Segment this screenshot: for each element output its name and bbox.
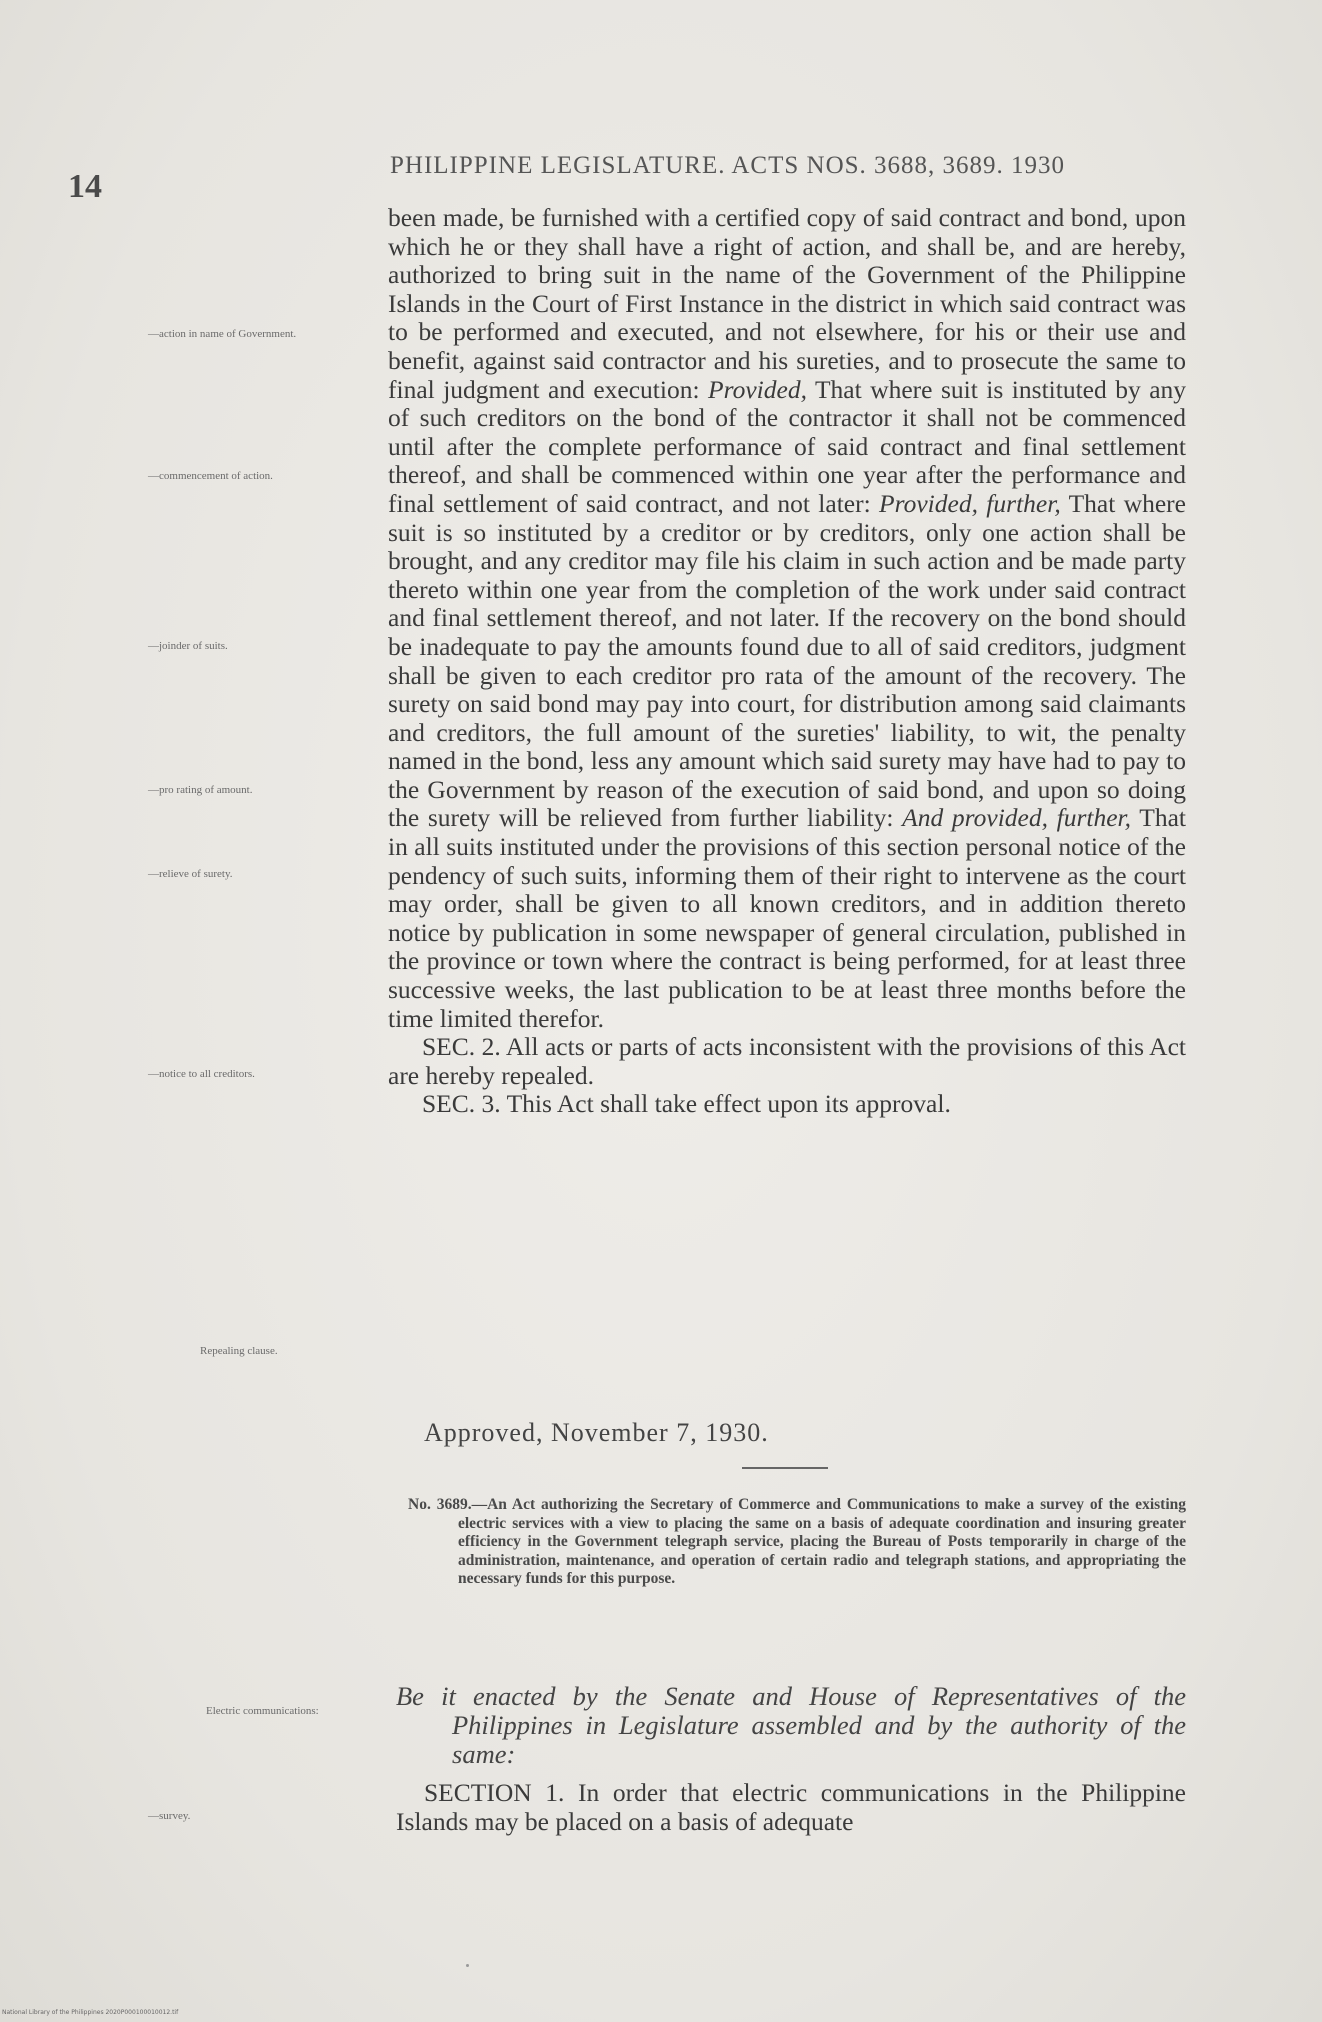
section-2-text: All acts or parts of acts inconsistent with the provisions of this Act are hereby repealed.: [388, 1032, 1186, 1090]
text-segment: That where suit is so instituted by a creditor or by creditors, only one action shall be brought, and any creditor may file his claim in such action and be made party thereto within one year from the completion of the work under said contract and final settlement thereof, and not later. If the recovery on the bond should be inadequate to pay the amounts found due to all of said creditors, judgment shall be given to each creditor pro rata of the amount of the recovery. The surety on said bond may pay into court, for distribution among said claimants and creditors, the full amount of the sureties' liability, to wit, the penalty named in the bond, less any amount which said surety may have had to pay to the Government by reason of the execution of said bond, and upon so doing the surety will be relieved from further liability:: [388, 488, 1186, 833]
scan-footer: National Library of the Philippines 2020P000100010012.tif: [2, 2009, 179, 2016]
margin-note-survey: —survey.: [148, 1810, 191, 1822]
speck-mark: [466, 1964, 469, 1967]
provided-italic: Provided, further,: [879, 488, 1061, 518]
running-head: PHILIPPINE LEGISLATURE. ACTS NOS. 3688, 3689. 1930: [390, 152, 1066, 179]
enacting-clause-text: Be it enacted by the Senate and House of Representatives of the Philippines in Legislature assembled and by the authority of the same:: [396, 1681, 1186, 1769]
margin-note-electric-communications: Electric communications:: [206, 1705, 319, 1717]
margin-note-joinder: —joinder of suits.: [148, 640, 228, 652]
act-title-text: No. 3689.—An Act authorizing the Secretary of Commerce and Communications to make a survey of the existing electric services with a view to placing the same on a basis of adequate coordination and insuring greater efficiency in the Government telegraph service, placing the Bureau of Posts temporarily in charge of the administration, maintenance, and operation of certain radio and telegraph stations, and appropriating the necessary funds for this purpose.: [408, 1496, 1186, 1588]
margin-note-pro-rating: —pro rating of amount.: [148, 784, 253, 796]
section-1-text: In order that electric communications in the Philippine Islands may be placed on a basis of adequate: [396, 1778, 1186, 1836]
section-2: [388, 1033, 1186, 1090]
approved-date: Approved, November 7, 1930.: [424, 1418, 769, 1447]
page-number: 14: [68, 168, 102, 205]
margin-note-commencement: —commencement of action.: [148, 470, 273, 482]
text-segment: That in all suits instituted under the provisions of this section personal notice of the pendency of such suits, informing them of their right to intervene as the court may order, shall be given to all known creditors, and in addition thereto notice by publication in some newspaper of general circulation, published in the province or town where the contract is being performed, for at least three successive weeks, the last publication to be at least three months before the time limited therefor.: [388, 803, 1187, 1033]
text-segment: been made, be furnished with a certified copy of said contract and bond, upon which he or they shall have a right of action, and shall be, and are hereby, authorized to bring suit in the name of the Government of the Philippine Islands in the Court of First Instance in the district in which said contract was to be performed and executed, and not elsewhere, for his or their use and benefit, against said contractor and his sureties, and to prosecute the same to final judgment and execution:: [388, 203, 1186, 404]
body-text: [388, 204, 1186, 1119]
margin-note-notice-creditors: —notice to all creditors.: [148, 1068, 255, 1080]
margin-note-action-in-name: —action in name of Government.: [148, 328, 297, 340]
margin-note-relieve-surety: —relieve of surety.: [148, 868, 233, 880]
provided-italic: Provided,: [708, 374, 807, 404]
section-1-label: SECTION 1.: [424, 1778, 565, 1807]
section-3-text: This Act shall take effect upon its approval.: [506, 1089, 951, 1119]
enacting-clause: [396, 1682, 1186, 1769]
text-segment: That where suit is instituted by any of such creditors on the bond of the contractor it shall not be commenced until after the complete performance of said contract and final settlement thereof, and shall be commenced within one year after the performance and final settlement of said contract, and not later:: [388, 374, 1187, 518]
section-2-label: SEC. 2.: [422, 1032, 501, 1062]
margin-note-repealing: Repealing clause.: [200, 1345, 278, 1357]
section-3-label: SEC. 3.: [422, 1089, 501, 1119]
divider-rule: [742, 1467, 828, 1469]
section-3: [388, 1090, 1186, 1119]
provided-italic: And provided, further,: [902, 803, 1132, 833]
section-1: [396, 1778, 1186, 1836]
act-title: [408, 1496, 1186, 1589]
paragraph-main: [388, 204, 1186, 1033]
